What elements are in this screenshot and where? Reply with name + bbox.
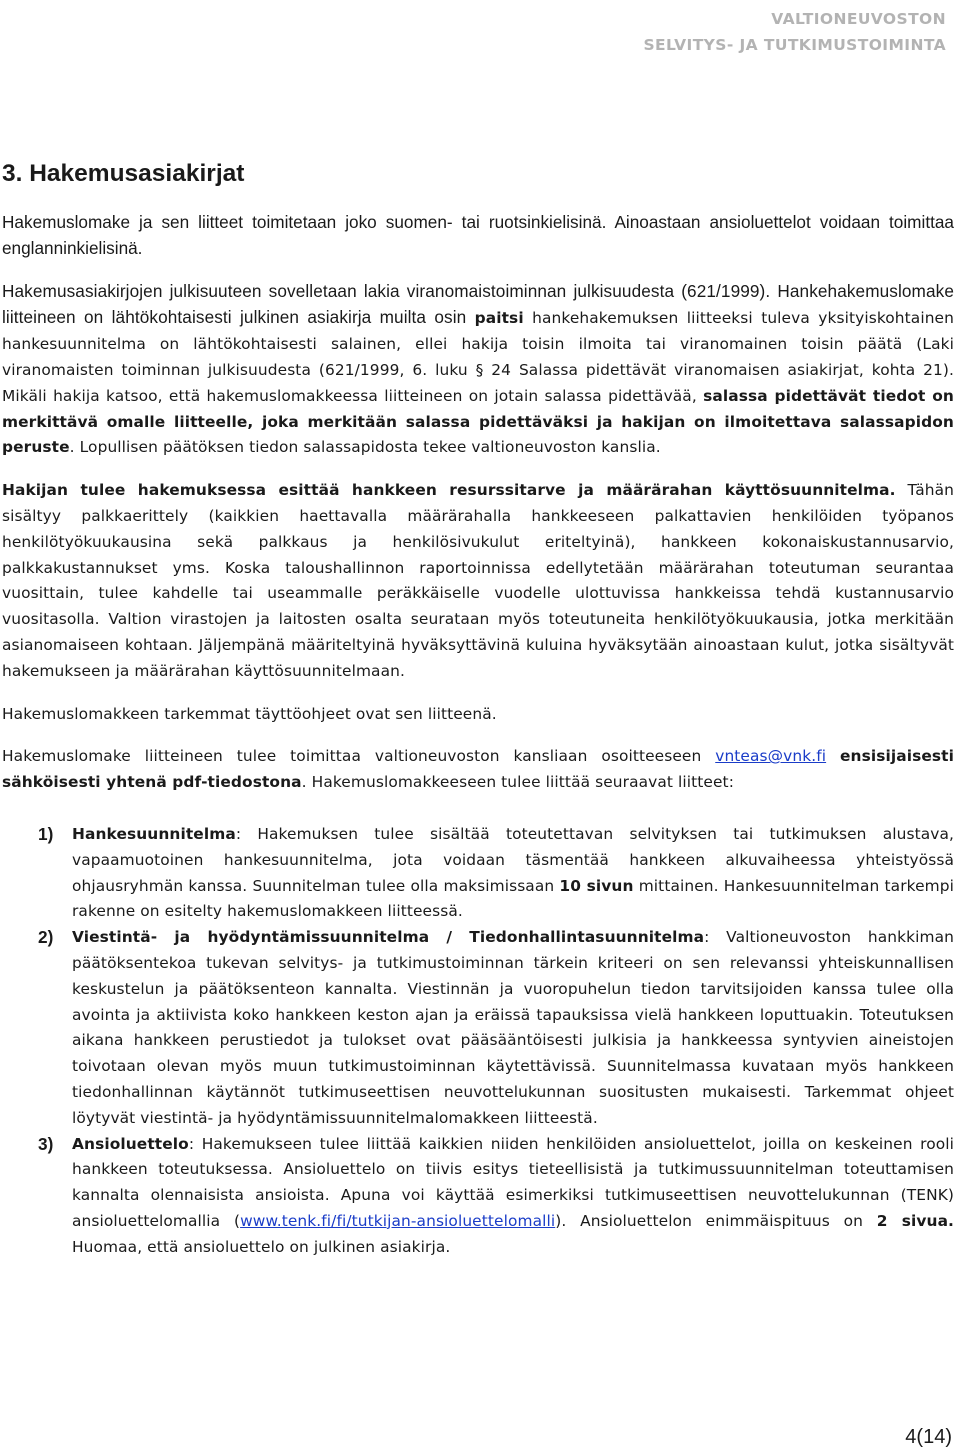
list-item-text: : Valtioneuvoston hankkiman päätöksentekoa tukevan selvitys- ja tutkimustoiminnan tärkein kriteeri on sen relevanssi yhteiskunnallisen keskustelun ja päätöksenteon kannalta. Viestinnän ja vuoropuhelun tiedon tarvitsijoiden kanssa tulee olla avointa ja aktiivista koko hankkeen keston ajan ja eräissä tapauksissa vielä hankkeen loputtuakin. Toteutuksen aikana hankkeen perustiedot ja tulokset ovat pääsääntöisesti julkisia ja hankkeessa syntyvien aineistojen toivotaan olevan myös muun tutkimustoiminnan käytettävissä. Suunnitelmassa kuvataan myös hankkeen tiedonhallinnan käytännöt tutkimuseettisen neuvottelukunnan suositusten mukaisesti. Tarkemmat ohjeet löytyvät viestintä- ja hyödyntämissuunnitelmalomakkeen liitteestä. bbox=[72, 928, 954, 1127]
paragraph-instructions: Hakemuslomakkeen tarkemmat täyttöohjeet ovat sen liitteenä. bbox=[2, 704, 497, 723]
publicity-text-start: Hakemusasiakirjojen julkisuuteen sovelletaan lakia viranomaistoiminnan julkisuudesta (621/1999). Hankehakemuslomake liitteineen on lähtökohtaisesti julkinen asiakirja muilta osin bbox=[2, 280, 954, 328]
document-body bbox=[2, 158, 954, 1260]
paragraph-resources bbox=[2, 478, 954, 684]
paragraph-submission bbox=[2, 744, 954, 796]
resources-details: Tähän sisältyy palkkaerittely (kaikkien haettavalla määrärahalla hankkeeseen palkattavien henkilöiden työpanos henkilötyökuukausina sekä palkkaus ja henkilösivukulut eriteltyinä), hankkeen kokonaiskustannusarvio, palkkakustannukset yms. Koska taloushallinnon raportoinnissa edellytetään määrärahan toteutuman seurantaa vuosittain, tulee kahdelle tai useammalle peräkkäiselle vuodelle ulottuvissa hankkeissa tehdä kustannusarvio vuositasolla. Valtion virastojen ja laitosten osalta seurataan myös toteutuneita henkilötyökuukausia, jotka merkitään asianomaiseen kohtaan. Jäljempänä määriteltyinä hyväksyttävinä kuluina hyväksytään ainoastaan kulut, jotka sisältyvät hakemukseen ja määrärahan käyttösuunnitelmaan. bbox=[2, 481, 955, 680]
list-item-title: Viestintä- ja hyödyntämissuunnitelma / Tiedonhallintasuunnitelma bbox=[72, 928, 705, 947]
attachment-list bbox=[2, 822, 954, 1261]
list-item-page-limit: 2 sivua. bbox=[876, 1211, 955, 1230]
list-item-project-plan bbox=[2, 822, 954, 925]
list-item-text: : Hakemuksen tulee sisältää toteutettavan selvityksen tai tutkimuksen alustava, vapaamuotoinen hankesuunnitelma, jota voidaan täsmentää hankkeen alkuvaiheessa yhteistyössä ohjausryhmän kanssa. Suunnitelman tulee olla maksimissaan bbox=[72, 824, 954, 895]
publicity-confidential-rule: salassa pidettävät tiedot on merkittävä omalle liitteelle, joka merkitään salassa pidettäväksi ja hakijan on ilmoitettava salassapidon peruste bbox=[2, 386, 954, 457]
list-item-page-limit: 10 sivun bbox=[559, 876, 634, 895]
list-number: 2) bbox=[38, 927, 54, 948]
list-item-title: Ansioluettelo bbox=[72, 1134, 189, 1153]
list-item-text-end: Huomaa, että ansioluettelo on julkinen asiakirja. bbox=[72, 1237, 451, 1256]
list-item-communication-plan bbox=[2, 925, 954, 1131]
organization-header bbox=[643, 6, 946, 58]
list-number: 1) bbox=[38, 823, 54, 844]
resources-requirement: Hakijan tulee hakemuksessa esittää hankkeen resurssitarve ja määrärahan käyttösuunnitelma. bbox=[2, 481, 896, 500]
list-item-title: Hankesuunnitelma bbox=[72, 824, 236, 843]
section-title: 3. Hakemusasiakirjat bbox=[2, 160, 245, 187]
paragraph-languages: Hakemuslomake ja sen liitteet toimitetaan joko suomen- tai ruotsinkielisinä. Ainoastaan ansioluettelot voidaan toimittaa englanninkielisinä. bbox=[2, 212, 954, 258]
submission-format: ensisijaisesti sähköisesti yhtenä pdf-tiedostona bbox=[2, 747, 954, 792]
org-name-line1: VALTIONEUVOSTON bbox=[771, 10, 946, 28]
page-number: 4(14) bbox=[905, 1426, 952, 1448]
paragraph-publicity bbox=[2, 279, 954, 462]
submission-email-link[interactable]: vnteas@vnk.fi bbox=[715, 747, 827, 766]
list-item-text-middle: ). Ansioluettelon enimmäispituus on bbox=[555, 1211, 877, 1230]
submission-text-start: Hakemuslomake liitteineen tulee toimittaa valtioneuvoston kansliaan osoitteeseen bbox=[2, 747, 716, 766]
list-item-cv bbox=[2, 1132, 954, 1261]
publicity-text-end: . Lopullisen päätöksen tiedon salassapidosta tekee valtioneuvoston kanslia. bbox=[69, 438, 661, 457]
tenk-cv-template-link[interactable]: www.tenk.fi/fi/tutkijan-ansioluettelomalli bbox=[240, 1211, 556, 1230]
publicity-emphasis-paitsi: paitsi bbox=[474, 309, 524, 328]
list-number: 3) bbox=[38, 1133, 54, 1154]
submission-text-end: . Hakemuslomakkeeseen tulee liittää seuraavat liitteet: bbox=[301, 773, 734, 792]
list-item-text-end: mittainen. Hankesuunnitelman tarkempi rakenne on esitelty hakemuslomakkeen liitteessä. bbox=[72, 876, 954, 921]
org-name-line2: SELVITYS- JA TUTKIMUSTOIMINTA bbox=[643, 36, 946, 54]
list-item-text: : Hakemukseen tulee liittää kaikkien niiden henkilöiden ansioluettelot, joilla on keskeinen rooli hankkeen toteutuksessa. Ansioluettelo on tiivis esitys tieteellisistä ja tutkimussuunnitelman toteuttamisen kannalta olennaisista ansioista. Apuna voi käyttää esimerkiksi tutkimuseettisen neuvottelukunnan (TENK) ansioluettelomallia ( bbox=[72, 1134, 954, 1230]
publicity-text-middle: hankehakemuksen liitteeksi tuleva yksityiskohtainen hankesuunnitelma on lähtökohtaisesti salainen, ellei hakija toisin ilmoita tai viranomainen toisin päätä (Laki viranomaisten toiminnan julkisuudesta (621/1999, 6. luku § 24 Salassa pidettävät viranomaisen asiakirjat, kohta 21). Mikäli hakija katsoo, että hakemuslomakkeessa liitteineen on jotain salassa pidettävää, bbox=[2, 309, 954, 405]
